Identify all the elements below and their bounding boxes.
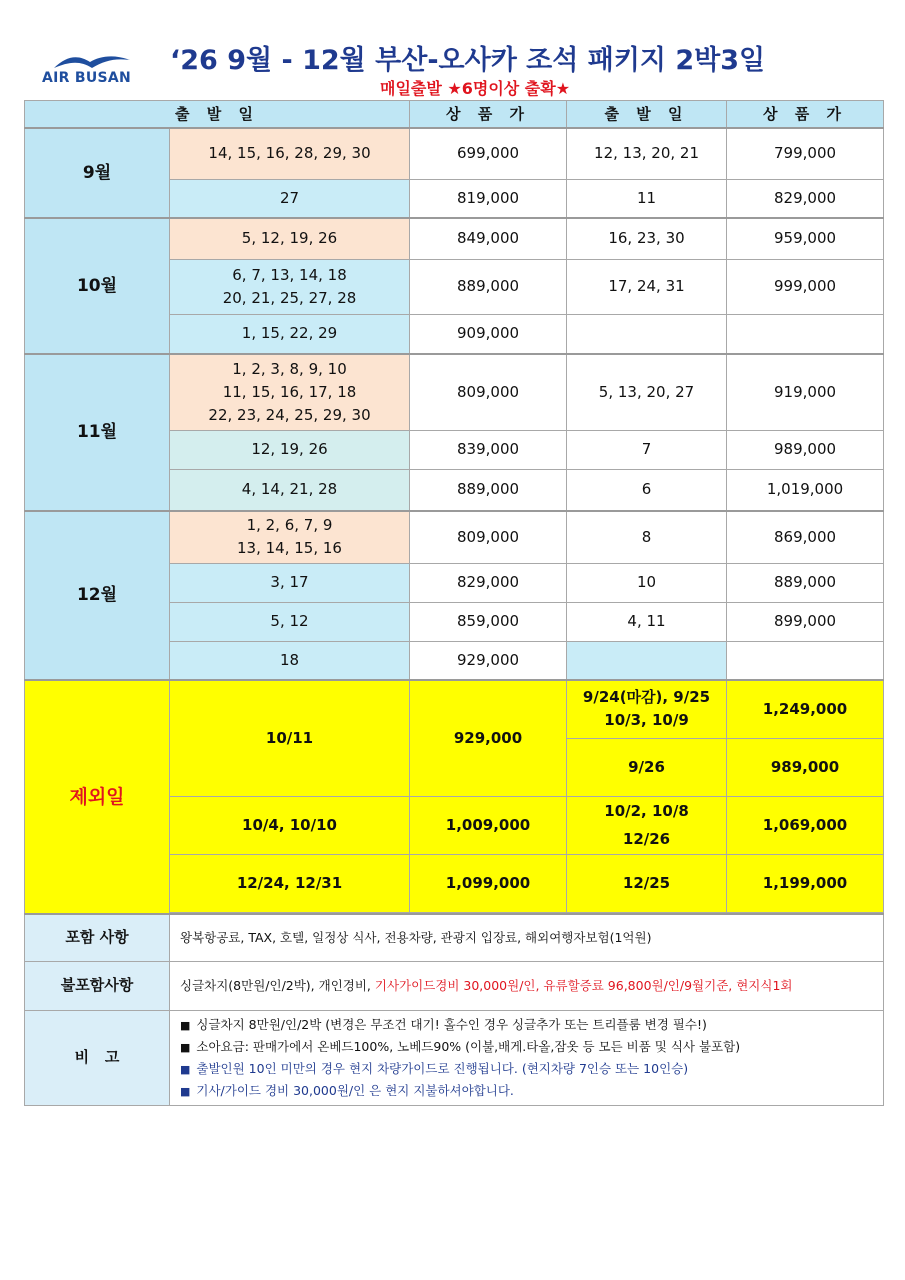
header-date-2: 출 발 일 bbox=[567, 101, 727, 129]
month-label: 11월 bbox=[25, 354, 170, 511]
dates-cell: 5, 12, 19, 26 bbox=[170, 218, 410, 259]
dates-cell: 4, 11 bbox=[567, 602, 727, 641]
dates-cell: 8 bbox=[567, 511, 727, 563]
not-included-text-black: 싱글차지(8만원/인/2박), 개인경비, bbox=[180, 978, 375, 993]
dates-cell: 7 bbox=[567, 430, 727, 469]
remarks-row bbox=[25, 1010, 884, 1105]
price-cell bbox=[727, 641, 884, 680]
price-cell: 909,000 bbox=[410, 314, 567, 354]
included-label: 포함 사항 bbox=[25, 914, 170, 961]
dates-cell bbox=[567, 314, 727, 354]
price-cell: 849,000 bbox=[410, 218, 567, 259]
remark-line: ■ 싱글차지 8만원/인/2박 (변경은 무조건 대기! 홀수인 경우 싱글추가 또는 트리플룸 변경 필수!) bbox=[180, 1016, 707, 1032]
price-cell: 809,000 bbox=[410, 511, 567, 563]
dates-cell: 12, 13, 20, 21 bbox=[567, 128, 727, 179]
dates-cell: 10/4, 10/10 bbox=[170, 796, 410, 854]
bullet-square-icon: ■ bbox=[180, 1084, 191, 1098]
price-cell: 889,000 bbox=[410, 259, 567, 314]
page-title: ‘26 9월 - 12월 부산-오사카 조석 패키지 2박3일 bbox=[170, 45, 766, 76]
dates-cell: 1, 2, 3, 8, 9, 10 11, 15, 16, 17, 18 22, 23, 24, 25, 29, 30 bbox=[170, 354, 410, 430]
price-cell: 829,000 bbox=[727, 179, 884, 218]
price-cell: 1,199,000 bbox=[727, 854, 884, 912]
not-included-text bbox=[170, 961, 884, 1010]
price-cell: 889,000 bbox=[410, 469, 567, 511]
dates-cell: 10/11 bbox=[170, 680, 410, 796]
header-date-1: 출 발 일 bbox=[25, 101, 410, 129]
remarks-label: 비 고 bbox=[25, 1010, 170, 1105]
price-cell: 859,000 bbox=[410, 602, 567, 641]
price-cell: 829,000 bbox=[410, 563, 567, 602]
remark-line: ■ 출발인원 10인 미만의 경우 현지 차량가이드로 진행됩니다. (현지차량 7인승 또는 10인승) bbox=[180, 1060, 689, 1076]
bullet-square-icon: ■ bbox=[180, 1040, 191, 1054]
price-cell: 919,000 bbox=[727, 354, 884, 430]
table-row bbox=[25, 218, 884, 259]
dates-cell: 5, 13, 20, 27 bbox=[567, 354, 727, 430]
price-cell: 999,000 bbox=[727, 259, 884, 314]
price-cell: 889,000 bbox=[727, 563, 884, 602]
dates-cell bbox=[567, 641, 727, 680]
remark-line: ■ 기사/가이드 경비 30,000원/인 은 현지 지불하셔야합니다. bbox=[180, 1082, 514, 1098]
dates-cell: 4, 14, 21, 28 bbox=[170, 469, 410, 511]
month-label: 9월 bbox=[25, 128, 170, 218]
table-header-row bbox=[25, 101, 884, 129]
dates-cell: 12/24, 12/31 bbox=[170, 854, 410, 912]
table-row bbox=[25, 511, 884, 563]
table-row bbox=[25, 128, 884, 179]
price-cell: 819,000 bbox=[410, 179, 567, 218]
table-row bbox=[25, 680, 884, 738]
dates-cell: 11 bbox=[567, 179, 727, 218]
dates-cell: 10 bbox=[567, 563, 727, 602]
dates-cell: 14, 15, 16, 28, 29, 30 bbox=[170, 128, 410, 179]
seagull-logo-icon bbox=[52, 52, 132, 72]
dates-cell: 6 bbox=[567, 469, 727, 511]
dates-cell: 1, 15, 22, 29 bbox=[170, 314, 410, 354]
dates-cell: 10/2, 10/8 12/26 bbox=[567, 796, 727, 854]
price-cell: 899,000 bbox=[727, 602, 884, 641]
table-row bbox=[25, 354, 884, 430]
not-included-row bbox=[25, 961, 884, 1010]
price-table bbox=[24, 100, 884, 1106]
price-cell: 929,000 bbox=[410, 680, 567, 796]
price-cell: 809,000 bbox=[410, 354, 567, 430]
dates-cell: 18 bbox=[170, 641, 410, 680]
air-busan-logo bbox=[38, 52, 138, 92]
page-subtitle: 매일출발 ★6명이상 출확★ bbox=[380, 79, 571, 98]
dates-cell: 27 bbox=[170, 179, 410, 218]
price-cell: 839,000 bbox=[410, 430, 567, 469]
dates-cell: 5, 12 bbox=[170, 602, 410, 641]
price-cell: 869,000 bbox=[727, 511, 884, 563]
remarks-text bbox=[170, 1010, 884, 1105]
price-cell: 799,000 bbox=[727, 128, 884, 179]
price-cell: 959,000 bbox=[727, 218, 884, 259]
included-row bbox=[25, 914, 884, 961]
not-included-label: 불포함사항 bbox=[25, 961, 170, 1010]
included-text: 왕복항공료, TAX, 호텔, 일정상 식사, 전용차량, 관광지 입장료, 해외여행자보험(1억원) bbox=[170, 914, 884, 961]
price-cell: 1,069,000 bbox=[727, 796, 884, 854]
logo-text: AIR BUSAN bbox=[42, 70, 132, 86]
dates-cell: 3, 17 bbox=[170, 563, 410, 602]
price-cell: 989,000 bbox=[727, 430, 884, 469]
price-cell: 989,000 bbox=[727, 738, 884, 796]
price-cell: 699,000 bbox=[410, 128, 567, 179]
price-cell: 929,000 bbox=[410, 641, 567, 680]
price-cell bbox=[727, 314, 884, 354]
header-price-1: 상 품 가 bbox=[410, 101, 567, 129]
dates-cell: 1, 2, 6, 7, 9 13, 14, 15, 16 bbox=[170, 511, 410, 563]
bullet-square-icon: ■ bbox=[180, 1018, 191, 1032]
dates-cell: 17, 24, 31 bbox=[567, 259, 727, 314]
not-included-text-red: 기사가이드경비 30,000원/인, 유류할증료 96,800원/인/9월기준, 현지식1회 bbox=[374, 978, 793, 993]
month-label: 12월 bbox=[25, 511, 170, 680]
dates-cell: 9/26 bbox=[567, 738, 727, 796]
dates-cell: 6, 7, 13, 14, 18 20, 21, 25, 27, 28 bbox=[170, 259, 410, 314]
remark-line: ■ 소아요금: 판매가에서 온베드100%, 노베드90% (이불,배게.타올,잠옷 등 모든 비품 및 식사 불포함) bbox=[180, 1038, 741, 1054]
dates-cell: 9/24(마감), 9/25 10/3, 10/9 bbox=[567, 680, 727, 738]
dates-cell: 16, 23, 30 bbox=[567, 218, 727, 259]
month-label: 10월 bbox=[25, 218, 170, 354]
excluded-label: 제외일 bbox=[25, 680, 170, 914]
dates-cell: 12, 19, 26 bbox=[170, 430, 410, 469]
price-cell: 1,099,000 bbox=[410, 854, 567, 912]
price-cell: 1,249,000 bbox=[727, 680, 884, 738]
header-price-2: 상 품 가 bbox=[727, 101, 884, 129]
price-cell: 1,019,000 bbox=[727, 469, 884, 511]
dates-cell: 12/25 bbox=[567, 854, 727, 912]
price-cell: 1,009,000 bbox=[410, 796, 567, 854]
bullet-square-icon: ■ bbox=[180, 1062, 191, 1076]
